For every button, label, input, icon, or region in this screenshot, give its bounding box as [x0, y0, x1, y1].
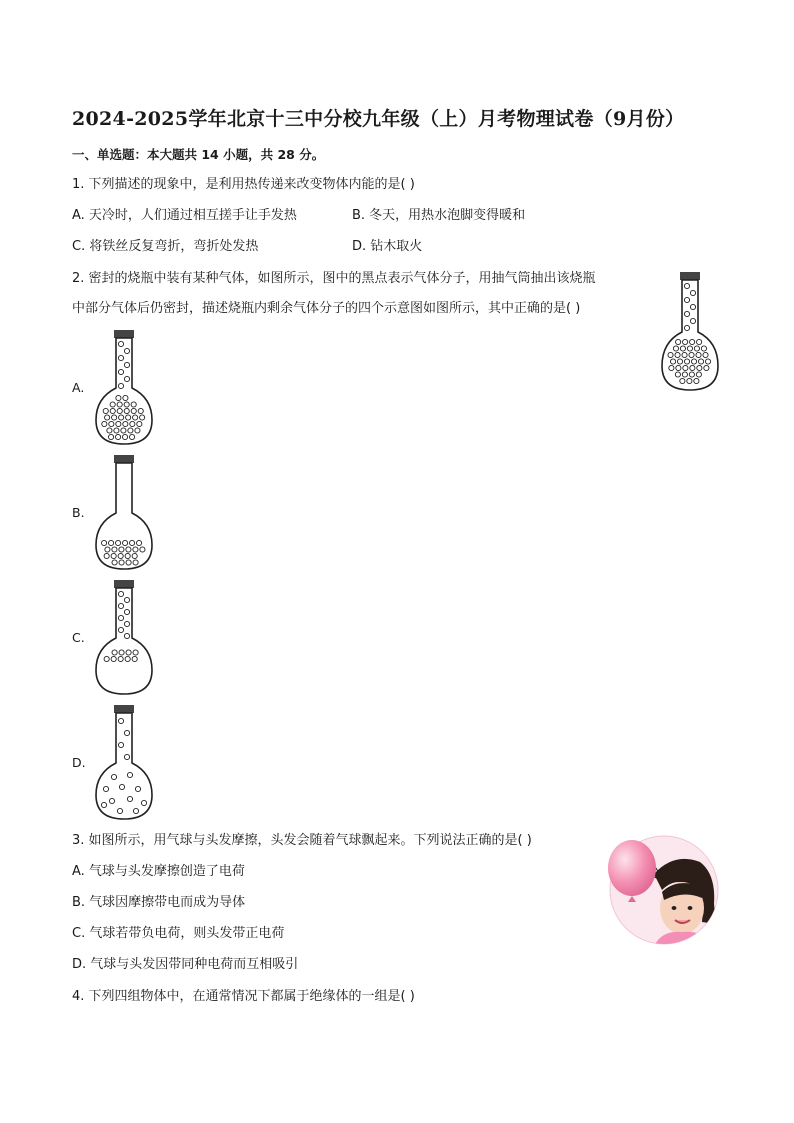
molecule-dot — [101, 802, 106, 807]
molecule-dot — [140, 415, 145, 420]
q2-option-a-label[interactable]: A. — [72, 380, 85, 395]
molecule-dot — [118, 341, 123, 346]
molecule-dot — [137, 421, 142, 426]
molecule-dot — [124, 730, 129, 735]
q2-stem-line1: 2. 密封的烧瓶中装有某种气体，如图所示，图中的黑点表示气体分子，用抽气筒抽出该烧瓶 — [72, 271, 596, 286]
molecule-dot — [694, 346, 699, 351]
molecule-dot — [129, 434, 134, 439]
molecule-dot — [104, 553, 109, 558]
molecule-dot — [107, 428, 112, 433]
molecule-dot — [102, 421, 107, 426]
molecule-dot — [118, 627, 123, 632]
molecule-dot — [119, 650, 124, 655]
molecule-dot — [117, 808, 122, 813]
molecule-dot — [138, 408, 143, 413]
molecule-dot — [141, 800, 146, 805]
molecule-dot — [118, 742, 123, 747]
molecule-dot — [680, 346, 685, 351]
molecule-dot — [108, 540, 113, 545]
molecule-dot — [118, 553, 123, 558]
molecule-dot — [705, 359, 710, 364]
molecule-dot — [118, 369, 123, 374]
molecule-dot — [118, 383, 123, 388]
molecule-dot — [669, 365, 674, 370]
molecule-dot — [125, 553, 130, 558]
molecule-dot — [105, 415, 110, 420]
molecule-dot — [129, 540, 134, 545]
molecule-dot — [694, 378, 699, 383]
molecule-dot — [128, 428, 133, 433]
molecule-dot — [124, 633, 129, 638]
molecule-dot — [111, 774, 116, 779]
molecule-dot — [123, 395, 128, 400]
q3-option-d[interactable]: D. 气球与头发因带同种电荷而互相吸引 — [72, 957, 299, 972]
molecule-dot — [124, 597, 129, 602]
molecule-dot — [118, 355, 123, 360]
molecule-dot — [122, 540, 127, 545]
q3-option-b[interactable]: B. 气球因摩擦带电而成为导体 — [72, 895, 246, 910]
molecule-dot — [115, 540, 120, 545]
molecule-dot — [124, 376, 129, 381]
molecule-dot — [124, 348, 129, 353]
molecule-dot — [680, 378, 685, 383]
molecule-dot — [110, 408, 115, 413]
molecule-dot — [704, 365, 709, 370]
molecule-dot — [696, 352, 701, 357]
q2-option-c-label[interactable]: C. — [72, 630, 85, 645]
molecule-dot — [682, 352, 687, 357]
molecule-dot — [684, 311, 689, 316]
molecule-dot — [140, 547, 145, 552]
molecule-dot — [127, 772, 132, 777]
molecule-dot — [118, 591, 123, 596]
molecule-dot — [133, 808, 138, 813]
molecule-dot — [698, 359, 703, 364]
molecule-dot — [703, 352, 708, 357]
molecule-dot — [690, 318, 695, 323]
molecule-dot — [133, 415, 138, 420]
molecule-dot — [108, 434, 113, 439]
molecule-dot — [125, 656, 130, 661]
molecule-dot — [124, 621, 129, 626]
molecule-dot — [131, 402, 136, 407]
molecule-dot — [112, 650, 117, 655]
molecule-dot — [121, 428, 126, 433]
molecule-dot — [676, 339, 681, 344]
molecule-dot — [673, 346, 678, 351]
section-heading: 一、单选题：本大题共 14 小题，共 28 分。 — [72, 147, 325, 162]
page-title: 2024-2025学年北京十三中分校九年级（上）月考物理试卷（9月份） — [72, 108, 685, 130]
molecule-dot — [124, 402, 129, 407]
molecule-dot — [687, 346, 692, 351]
molecule-dot — [135, 786, 140, 791]
molecule-dot — [677, 359, 682, 364]
q1-option-d[interactable]: D. 钻木取火 — [352, 239, 423, 254]
molecule-dot — [690, 290, 695, 295]
molecule-dot — [689, 372, 694, 377]
q2-stem-line2: 中部分气体后仍密封，描述烧瓶内剩余气体分子的四个示意图如图所示，其中正确的是( ) — [72, 301, 581, 316]
molecule-dot — [132, 553, 137, 558]
molecule-dot — [118, 718, 123, 723]
molecule-dot — [118, 656, 123, 661]
molecule-dot — [109, 421, 114, 426]
molecule-dot — [126, 415, 131, 420]
molecule-dot — [687, 378, 692, 383]
molecule-dot — [131, 408, 136, 413]
molecule-dot — [126, 560, 131, 565]
q2-option-b-label[interactable]: B. — [72, 505, 85, 520]
molecule-dot — [690, 304, 695, 309]
molecule-dot — [119, 784, 124, 789]
molecule-dot — [114, 428, 119, 433]
molecule-dot — [112, 560, 117, 565]
molecule-dot — [109, 798, 114, 803]
molecule-dot — [111, 656, 116, 661]
q4-stem: 4. 下列四组物体中，在通常情况下都属于绝缘体的一组是( ) — [72, 989, 415, 1004]
q1-option-a[interactable]: A. 天冷时，人们通过相互搓手让手发热 — [72, 208, 297, 223]
molecule-dot — [133, 547, 138, 552]
molecule-dot — [112, 415, 117, 420]
q2-option-d-flask[interactable] — [92, 705, 156, 825]
molecule-dot — [123, 421, 128, 426]
molecule-dot — [117, 402, 122, 407]
molecule-dot — [133, 560, 138, 565]
molecule-dot — [118, 603, 123, 608]
molecule-dot — [683, 365, 688, 370]
molecule-dot — [119, 415, 124, 420]
molecule-dot — [684, 283, 689, 288]
molecule-dot — [132, 656, 137, 661]
molecule-dot — [135, 428, 140, 433]
molecule-dot — [690, 339, 695, 344]
molecule-dot — [126, 547, 131, 552]
molecule-dot — [103, 408, 108, 413]
molecule-dot — [684, 297, 689, 302]
molecule-dot — [691, 359, 696, 364]
molecule-dot — [116, 421, 121, 426]
molecule-dot — [124, 362, 129, 367]
molecule-dot — [683, 339, 688, 344]
molecule-dot — [105, 547, 110, 552]
q1-option-c[interactable]: C. 将铁丝反复弯折，弯折处发热 — [72, 239, 259, 254]
molecule-dot — [701, 346, 706, 351]
molecule-dot — [697, 339, 702, 344]
molecule-dot — [118, 615, 123, 620]
molecule-dot — [115, 434, 120, 439]
molecule-dot — [110, 402, 115, 407]
molecule-dot — [675, 352, 680, 357]
molecule-dot — [119, 547, 124, 552]
molecule-dot — [682, 372, 687, 377]
molecule-dot — [103, 786, 108, 791]
q1-option-b[interactable]: B. 冬天，用热水泡脚变得暖和 — [352, 208, 526, 223]
molecule-dot — [697, 365, 702, 370]
molecule-dot — [668, 352, 673, 357]
molecule-dot — [136, 540, 141, 545]
molecule-dot — [696, 372, 701, 377]
molecule-dot — [670, 359, 675, 364]
molecule-dot — [119, 560, 124, 565]
q2-option-b-flask[interactable] — [92, 455, 156, 575]
molecule-dot — [111, 553, 116, 558]
molecule-dot — [101, 540, 106, 545]
molecule-dot — [124, 408, 129, 413]
molecule-dot — [130, 421, 135, 426]
molecule-dot — [675, 372, 680, 377]
q3-option-c[interactable]: C. 气球若带负电荷，则头发带正电荷 — [72, 926, 285, 941]
molecule-dot — [126, 650, 131, 655]
molecule-dot — [124, 609, 129, 614]
q2-option-c-flask[interactable] — [92, 580, 156, 700]
molecule-dot — [690, 365, 695, 370]
molecule-dot — [684, 325, 689, 330]
q3-stem: 3. 如图所示，用气球与头发摩擦，头发会随着气球飘起来。下列说法正确的是( ) — [72, 833, 532, 848]
molecule-dot — [124, 754, 129, 759]
molecule-dot — [676, 365, 681, 370]
molecule-dot — [116, 395, 121, 400]
q2-option-a-flask[interactable] — [92, 330, 156, 450]
molecule-dot — [104, 656, 109, 661]
balloon-hair-figure — [604, 834, 722, 946]
molecule-dot — [689, 352, 694, 357]
reference-flask-figure — [658, 270, 722, 402]
molecule-dot — [112, 547, 117, 552]
q1-stem: 1. 下列描述的现象中，是利用热传递来改变物体内能的是( ) — [72, 177, 415, 192]
q3-option-a[interactable]: A. 气球与头发摩擦创造了电荷 — [72, 864, 245, 879]
molecule-dot — [117, 408, 122, 413]
molecule-dot — [127, 796, 132, 801]
molecule-dot — [133, 650, 138, 655]
molecule-dot — [122, 434, 127, 439]
molecule-dot — [684, 359, 689, 364]
q2-option-d-label[interactable]: D. — [72, 755, 86, 770]
